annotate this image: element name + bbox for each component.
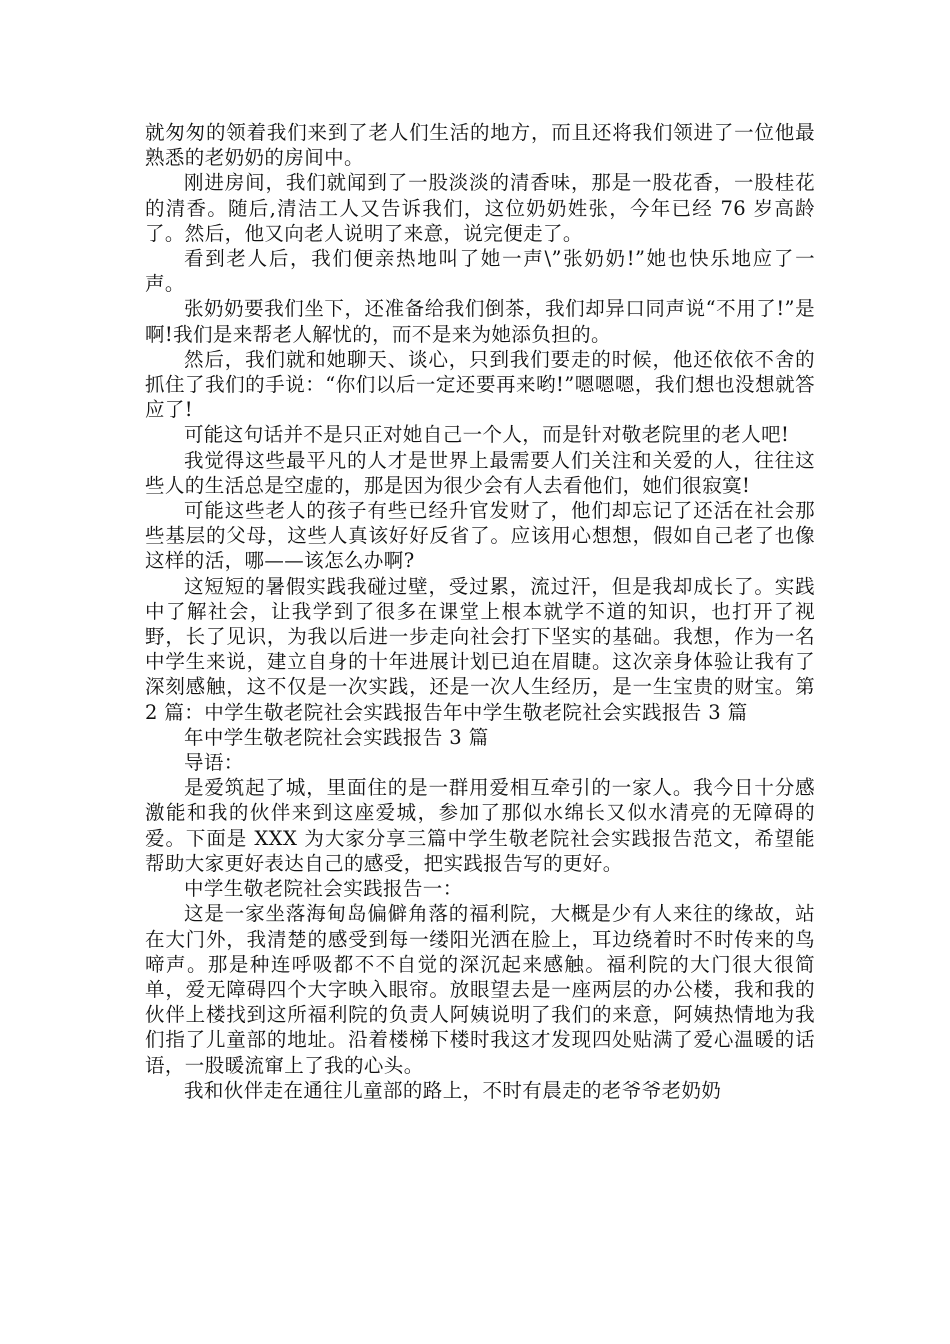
paragraph-chat: 然后，我们就和她聊天、谈心，只到我们要走的时候，他还依依不舍的抓住了我们的手说：“你们以后一定还要再来哟!”嗯嗯嗯，我们想也没想就答应了! <box>145 347 815 422</box>
paragraph-reflection-3: 可能这些老人的孩子有些已经升官发财了，他们却忘记了还活在社会那些基层的父母，这些人真该好好反省了。应该用心想想，假如自己老了也像这样的活，哪——该怎么办啊? <box>145 499 815 573</box>
paragraph-welfare-home: 这是一家坐落海甸岛偏僻角落的福利院，大概是少有人来往的缘故，站在大门外，我清楚的感受到每一缕阳光洒在脸上，耳边绕着时不时传来的鸟啼声。那是种连呼吸都不不自觉的深沉起来感触。福利院的大门很大很简单，爱无障碍四个大字映入眼帘。放眼望去是一座两层的办公楼，我和我的伙伴上楼找到这所福利院的负责人阿姨说明了我们的来意，阿姨热情地为我们指了儿童部的地址。沿着楼梯下楼时我这才发现四处贴满了爱心温暖的话语，一股暖流窜上了我的心头。 <box>145 902 815 1077</box>
paragraph-greeting: 看到老人后，我们便亲热地叫了她一声\”张奶奶!”她也快乐地应了一声。 <box>145 247 815 296</box>
paragraph-tea: 张奶奶要我们坐下，还准备给我们倒茶，我们却异口同声说“不用了!”是啊!我们是来帮老人解忧的，而不是来为她添负担的。 <box>145 297 815 346</box>
section-title: 年中学生敬老院社会实践报告 3 篇 <box>184 725 489 749</box>
report-heading: 中学生敬老院社会实践报告一： <box>184 877 463 901</box>
document-body <box>145 120 815 1103</box>
paragraph-entering-room: 刚进房间，我们就闻到了一股淡淡的清香味，那是一股花香，一股桂花的清香。随后,清洁工人又告诉我们，这位奶奶姓张，今年已经 76 岁高龄了。然后，他又向老人说明了来意，说完便走了。 <box>145 171 815 245</box>
intro-label: 导语： <box>184 751 244 775</box>
paragraph-summary: 这短短的暑假实践我碰过壁，受过累，流过汗，但是我却成长了。实践中了解社会，让我学到了很多在课堂上根本就学不道的知识，也打开了视野，长了见识，为我以后进一步走向社会打下坚实的基础。我想，作为一名中学生来说，建立自身的十年进展计划已迫在眉睫。这次亲身体验让我有了深刻感触，这不仅是一次实践，还是一次人生经历，是一生宝贵的财宝。第 2 篇：中学生敬老院社会实践报告年中学生敬老院社会实践报告 3 篇 <box>145 574 815 724</box>
paragraph-intro: 是爱筑起了城，里面住的是一群用爱相互牵引的一家人。我今日十分感激能和我的伙伴来到这座爱城，参加了那似水绵长又似水清亮的无障碍的爱。下面是 XXX 为大家分享三篇中学生敬老院社会实践报告范文，希望能帮助大家更好表达自己的感受，把实践报告写的更好。 <box>145 776 815 875</box>
paragraph-reflection-2: 我觉得这些最平凡的人才是世界上最需要人们关注和关爱的人，往往这些人的生活总是空虚的，那是因为很少会有人去看他们，她们很寂寞! <box>145 448 815 497</box>
paragraph-walk: 我和伙伴走在通往儿童部的路上，不时有晨走的老爷爷老奶奶 <box>184 1078 722 1102</box>
paragraph-continuation: 就匆匆的领着我们来到了老人们生活的地方，而且还将我们领进了一位他最熟悉的老奶奶的房间中。 <box>145 121 815 170</box>
paragraph-reflection-1: 可能这句话并不是只正对她自己一个人，而是针对敬老院里的老人吧! <box>184 423 790 447</box>
